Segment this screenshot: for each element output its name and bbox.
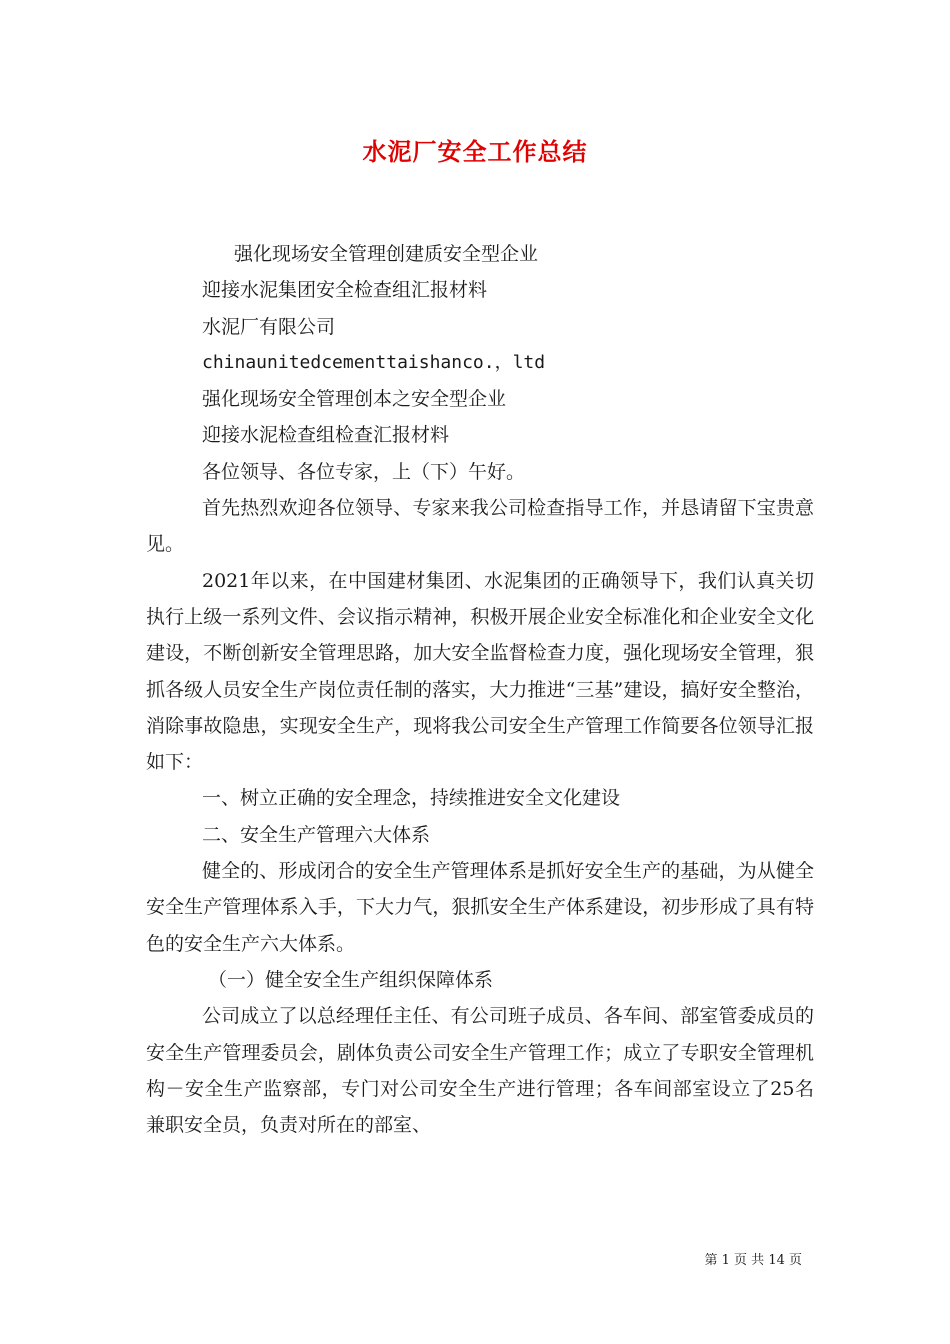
paragraph-company-name: 水泥厂有限公司	[202, 315, 336, 338]
paragraph-organization: 公司成立了以总经理任主任、有公司班子成员、各车间、部室管委成员的安全生产管理委员会，剧体负责公司安全生产管理工作；成立了专职安全管理机构－安全生产监察部，专门对公司安全生产进行管理；各车间部室设立了25名兼职安全员，负责对所在的部室、	[146, 1005, 814, 1137]
paragraph-subtitle-2: 强化现场安全管理创本之安全型企业	[202, 388, 507, 411]
paragraph-welcome: 首先热烈欢迎各位领导、专家来我公司检查指导工作，并恳请留下宝贵意见。	[146, 497, 814, 556]
paragraph-system-intro: 健全的、形成闭合的安全生产管理体系是抓好安全生产的基础，为从健全安全生产管理体系入手，下大力气，狠抓安全生产体系建设，初步形成了具有特色的安全生产六大体系。	[146, 860, 814, 955]
document-body	[146, 236, 814, 1143]
paragraph-subtitle: 强化现场安全管理创建质安全型企业	[234, 243, 539, 265]
paragraph-greeting: 各位领导、各位专家，上（下）午好。	[202, 460, 526, 483]
document-title: 水泥厂安全工作总结	[362, 138, 588, 166]
paragraph-report-heading: 迎接水泥集团安全检查组汇报材料	[202, 279, 488, 302]
heading-subsection-1: （一）健全安全生产组织保障体系	[208, 968, 494, 991]
page-number: 第 1 页 共 14 页	[704, 1253, 802, 1268]
paragraph-summary: 2021年以来，在中国建材集团、水泥集团的正确领导下，我们认真关切执行上级一系列文件、会议指示精神，积极开展企业安全标准化和企业安全文化建设，不断创新安全管理思路，加大安全监督检查力度，强化现场安全管理，狠抓各级人员安全生产岗位责任制的落实，大力推进“三基”建设，搞好安全整治，消除事故隐患，实现安全生产，现将我公司安全生产管理工作简要各位领导汇报如下：	[146, 569, 814, 774]
paragraph-company-english: chinaunitedcementtaishanco.，ltd	[202, 351, 546, 373]
heading-section-2: 二、安全生产管理六大体系	[202, 823, 431, 846]
paragraph-report-heading-2: 迎接水泥检查组检查汇报材料	[202, 424, 450, 447]
heading-section-1: 一、树立正确的安全理念，持续推进安全文化建设	[202, 787, 621, 810]
